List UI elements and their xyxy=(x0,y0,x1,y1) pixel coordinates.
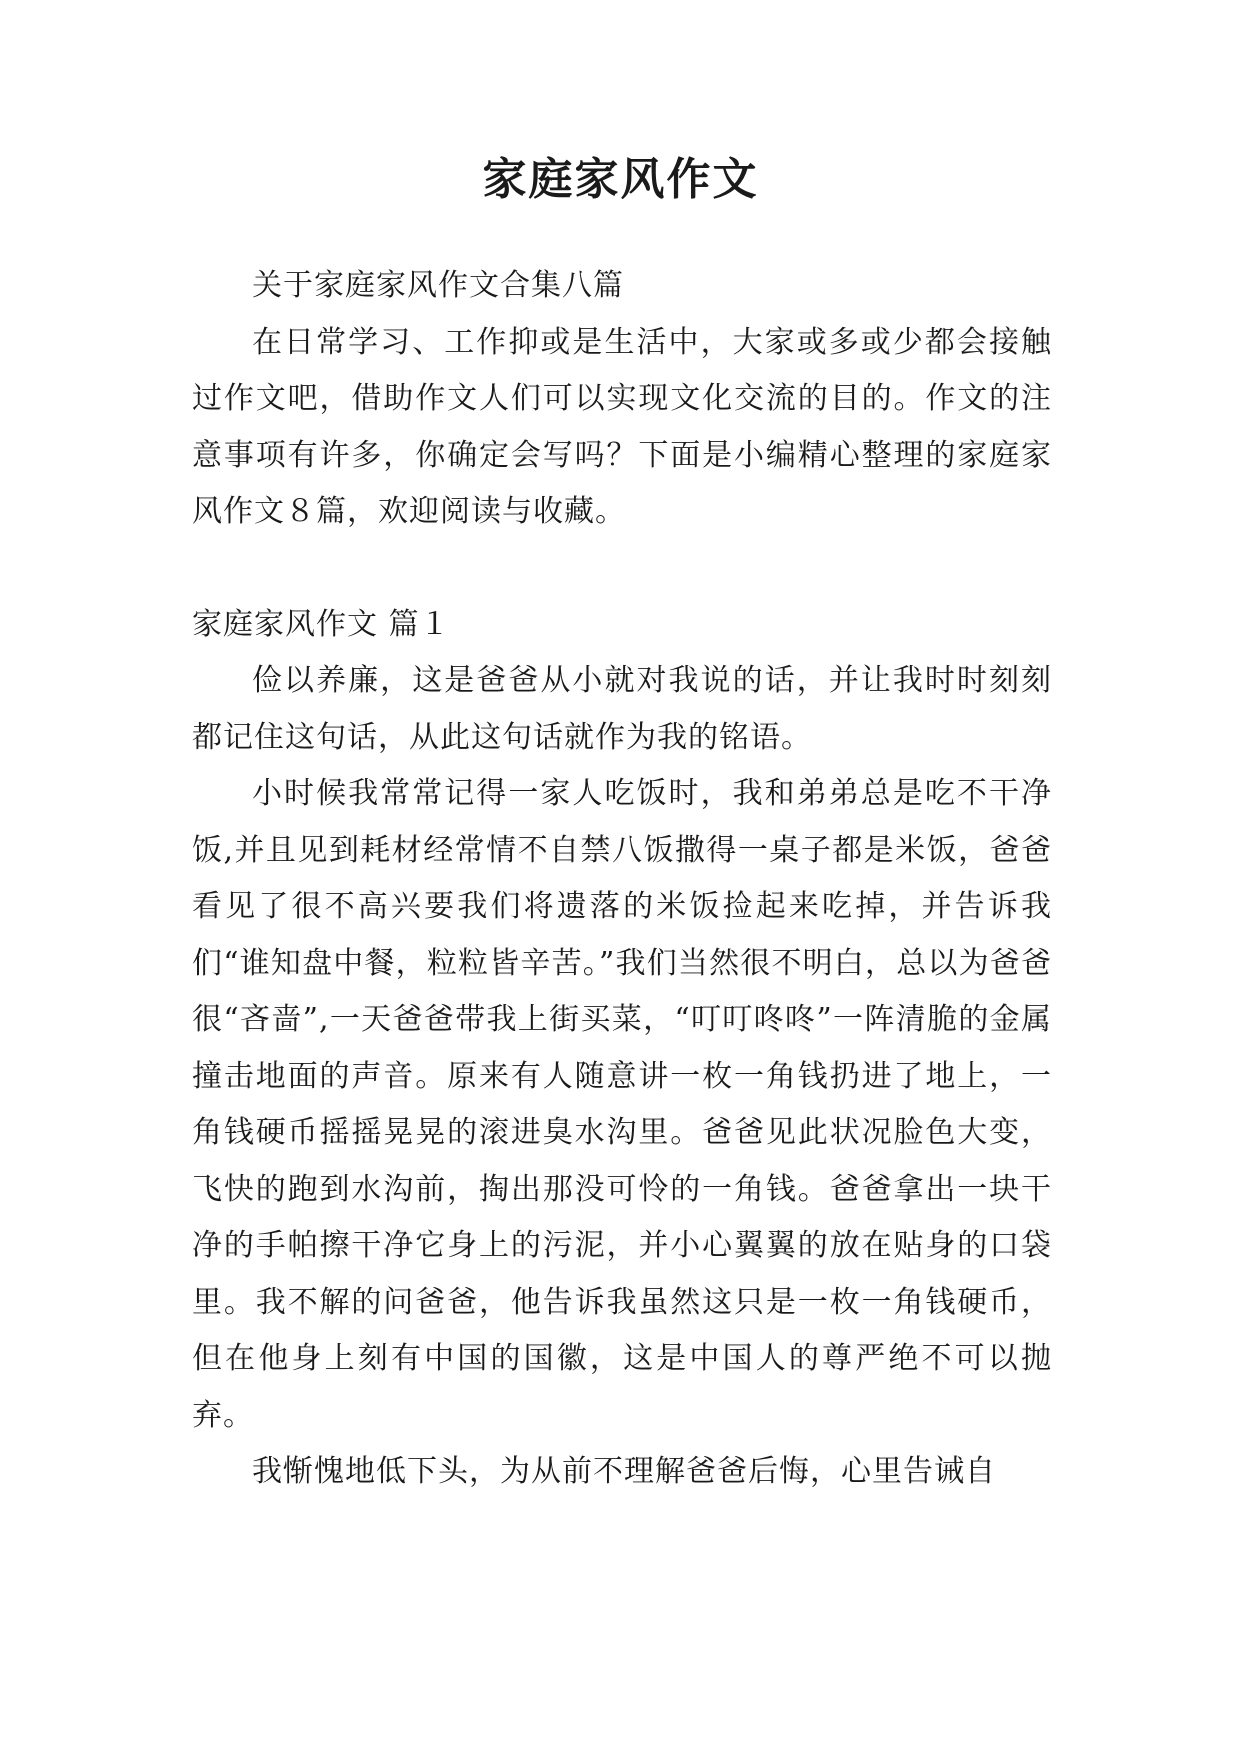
section-gap xyxy=(192,541,1052,597)
intro-paragraph: 在日常学习、工作抑或是生活中，大家或多或少都会接触过作文吧，借助作文人们可以实现文化交流的目的。作文的注意事项有许多，你确定会写吗？下面是小编精心整理的家庭家风作文８篇，欢迎阅读与收藏。 xyxy=(192,324,1052,529)
document-title: 家庭家风作文 xyxy=(482,154,759,205)
intro-heading: 关于家庭家风作文合集八篇 xyxy=(252,268,624,303)
body-paragraph: 我惭愧地低下头，为从前不理解爸爸后悔，心里告诫自 xyxy=(252,1454,996,1489)
document-body xyxy=(192,258,1052,1501)
body-paragraph: 俭以养廉，这是爸爸从小就对我说的话，并让我时时刻刻都记住这句话，从此这句话就作为我的铭语。 xyxy=(192,663,1052,755)
body-paragraph: 小时候我常常记得一家人吃饭时，我和弟弟总是吃不干净饭,并且见到耗材经常情不自禁八饭撒得一桌子都是米饭，爸爸看见了很不高兴要我们将遗落的米饭捡起来吃掉，并告诉我们“谁知盘中餐，粒粒皆辛苦。”我们当然很不明白，总以为爸爸很“吝啬”,一天爸爸带我上街买菜，“叮叮咚咚”一阵清脆的金属撞击地面的声音。原来有人随意讲一枚一角钱扔进了地上，一角钱硬币摇摇晃晃的滚进臭水沟里。爸爸见此状况脸色大变，飞快的跑到水沟前，掏出那没可怜的一角钱。爸爸拿出一块干净的手帕擦干净它身上的污泥，并小心翼翼的放在贴身的口袋里。我不解的问爸爸，他告诉我虽然这只是一枚一角钱硬币，但在他身上刻有中国的国徽，这是中国人的尊严绝不可以抛弃。 xyxy=(192,776,1052,1433)
section-heading: 家庭家风作文 篇１ xyxy=(192,606,451,642)
